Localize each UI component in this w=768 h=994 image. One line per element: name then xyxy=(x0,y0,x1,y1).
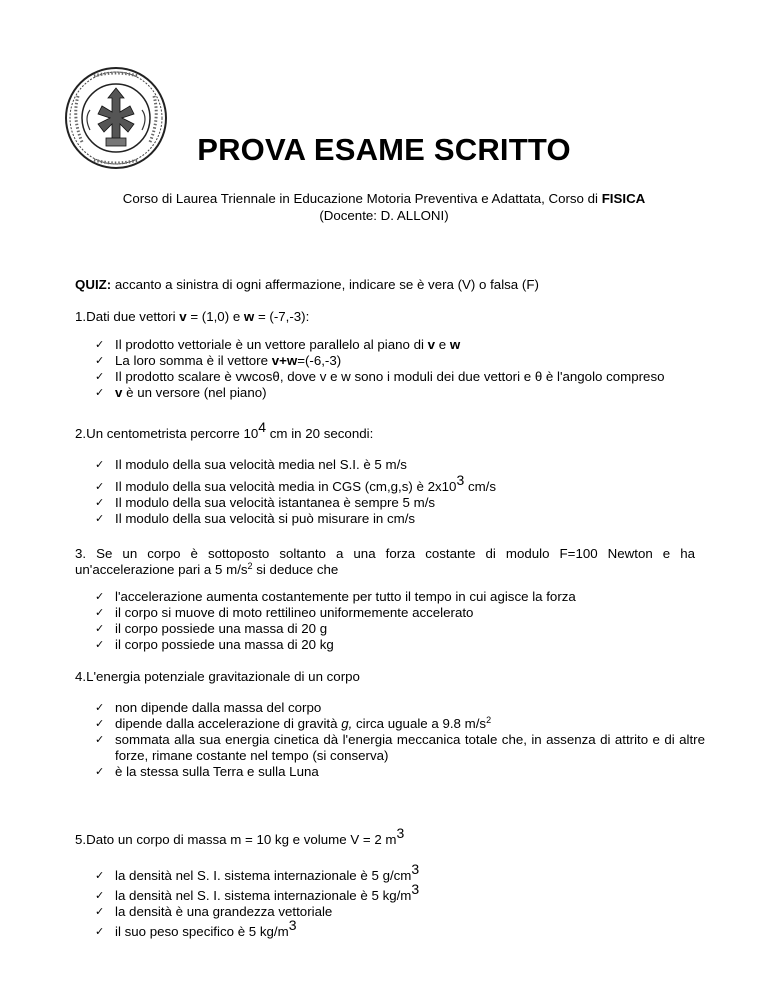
subtitle-course: FISICA xyxy=(601,191,646,206)
option-text: cm/s xyxy=(464,479,497,494)
q1-w: w xyxy=(243,309,255,324)
list-item xyxy=(95,881,705,904)
option-text: Il prodotto scalare è vwcosθ, dove v e w sono i moduli dei due vettori e θ è l'angolo compreso xyxy=(115,369,665,384)
q5-options xyxy=(95,861,705,940)
option-text: sommata alla sua energia cinetica dà l'energia meccanica totale che, in assenza di attrito e di altre forze, rimane costante nel tempo (si conserva) xyxy=(115,732,705,763)
option-text: e xyxy=(435,337,450,352)
q1-v: v xyxy=(179,309,187,324)
checkmark-icon: ✓ xyxy=(95,354,105,367)
exponent: 3 xyxy=(456,472,465,488)
checkmark-icon: ✓ xyxy=(95,701,105,714)
list-item xyxy=(95,764,705,780)
option-text: non dipende dalla massa del corpo xyxy=(115,700,322,715)
option-text: Il modulo della sua velocità si può misurare in cm/s xyxy=(115,511,416,526)
option-italic: g, xyxy=(341,716,353,731)
question-1 xyxy=(75,309,309,325)
q5-text: 5.Dato un corpo di massa m = 10 kg e volume V = 2 m xyxy=(75,832,397,847)
checkmark-icon: ✓ xyxy=(95,606,105,619)
quiz-instruction xyxy=(75,277,539,293)
option-text: Il modulo della sua velocità media nel S.I. è 5 m/s xyxy=(115,457,407,472)
list-item xyxy=(95,495,705,511)
checkmark-icon: ✓ xyxy=(95,765,105,778)
checkmark-icon: ✓ xyxy=(95,733,105,746)
option-text: il suo peso specifico è 5 kg/m xyxy=(115,924,289,939)
page-title: PROVA ESAME SCRITTO xyxy=(197,132,571,167)
q3-text: si deduce che xyxy=(252,562,339,577)
list-item xyxy=(95,457,705,473)
list-item xyxy=(95,337,705,353)
option-text: il corpo possiede una massa di 20 kg xyxy=(115,637,334,652)
q4-text: 4.L'energia potenziale gravitazionale di un corpo xyxy=(75,669,360,684)
option-text: il corpo possiede una massa di 20 g xyxy=(115,621,328,636)
list-item xyxy=(95,369,705,385)
list-item xyxy=(95,861,705,884)
q1-options xyxy=(95,337,705,401)
checkmark-icon: ✓ xyxy=(95,338,105,351)
option-text: la densità è una grandezza vettoriale xyxy=(115,904,333,919)
option-bold: v xyxy=(115,385,123,400)
checkmark-icon: ✓ xyxy=(95,717,105,730)
q2-options xyxy=(95,457,705,527)
option-bold: v xyxy=(427,337,436,352)
checkmark-icon: ✓ xyxy=(95,386,105,399)
option-text: il corpo si muove di moto rettilineo uniformemente accelerato xyxy=(115,605,474,620)
list-item xyxy=(95,605,705,621)
question-4 xyxy=(75,669,360,685)
q1-text: 1.Dati due vettori xyxy=(75,309,180,324)
list-item xyxy=(95,385,705,401)
option-text: la densità nel S. I. sistema internazionale è 5 kg/m xyxy=(115,888,412,903)
list-item xyxy=(95,732,705,764)
list-item xyxy=(95,637,705,653)
option-text: circa uguale a 9.8 m/s xyxy=(352,716,487,731)
list-item xyxy=(95,472,705,495)
question-3 xyxy=(75,546,695,578)
checkmark-icon: ✓ xyxy=(95,638,105,651)
q2-text: 2.Un centometrista percorre 10 xyxy=(75,426,259,441)
list-item xyxy=(95,904,705,920)
exponent: 4 xyxy=(258,419,267,435)
q3-text: 3. Se un corpo è sottoposto soltanto a una forza costante di modulo F=100 Newton e ha un'accelerazione pari a 5 m/s xyxy=(75,546,695,577)
checkmark-icon: ✓ xyxy=(95,496,105,509)
question-2 xyxy=(75,419,374,442)
q1-text: = (1,0) e xyxy=(186,309,244,324)
exponent: 3 xyxy=(411,861,420,877)
option-text: l'accelerazione aumenta costantemente per tutto il tempo in cui agisce la forza xyxy=(115,589,576,604)
list-item xyxy=(95,511,705,527)
exponent: 3 xyxy=(411,881,420,897)
checkmark-icon: ✓ xyxy=(95,458,105,471)
option-text: =(-6,-3) xyxy=(297,353,342,368)
checkmark-icon: ✓ xyxy=(95,925,105,938)
checkmark-icon: ✓ xyxy=(95,869,105,882)
exponent: 2 xyxy=(486,715,492,725)
option-text: La loro somma è il vettore xyxy=(115,353,272,368)
exponent: 3 xyxy=(396,825,405,841)
q1-text: = (-7,-3): xyxy=(254,309,310,324)
question-5 xyxy=(75,825,405,848)
subtitle-teacher: (Docente: D. ALLONI) xyxy=(319,208,449,223)
option-text: è un versore (nel piano) xyxy=(122,385,267,400)
option-text: è la stessa sulla Terra e sulla Luna xyxy=(115,764,319,779)
checkmark-icon: ✓ xyxy=(95,889,105,902)
checkmark-icon: ✓ xyxy=(95,622,105,635)
checkmark-icon: ✓ xyxy=(95,590,105,603)
option-text: Il modulo della sua velocità istantanea è sempre 5 m/s xyxy=(115,495,436,510)
option-text: la densità nel S. I. sistema internazionale è 5 g/cm xyxy=(115,868,412,883)
exponent: 2 xyxy=(247,561,253,571)
option-bold: v+w xyxy=(271,353,298,368)
quiz-instruction-text: accanto a sinistra di ogni affermazione, indicare se è vera (V) o falsa (F) xyxy=(111,277,539,292)
list-item xyxy=(95,917,705,940)
checkmark-icon: ✓ xyxy=(95,370,105,383)
checkmark-icon: ✓ xyxy=(95,480,105,493)
exponent: 3 xyxy=(288,917,297,933)
checkmark-icon: ✓ xyxy=(95,512,105,525)
option-text: Il modulo della sua velocità media in CGS (cm,g,s) è 2x10 xyxy=(115,479,457,494)
quiz-label: QUIZ: xyxy=(75,277,112,292)
list-item xyxy=(95,589,705,605)
checkmark-icon: ✓ xyxy=(95,905,105,918)
list-item xyxy=(95,621,705,637)
list-item xyxy=(95,700,705,716)
subtitle-text: Corso di Laurea Triennale in Educazione Motoria Preventiva e Adattata, Corso di xyxy=(122,191,602,206)
q3-options xyxy=(95,589,705,653)
list-item xyxy=(95,716,705,732)
option-text: dipende dalla accelerazione di gravità xyxy=(115,716,342,731)
q4-options xyxy=(95,700,705,780)
list-item xyxy=(95,353,705,369)
option-text: Il prodotto vettoriale è un vettore parallelo al piano di xyxy=(115,337,428,352)
course-subtitle xyxy=(60,190,708,224)
option-bold: w xyxy=(449,337,461,352)
q2-text: cm in 20 secondi: xyxy=(266,426,374,441)
